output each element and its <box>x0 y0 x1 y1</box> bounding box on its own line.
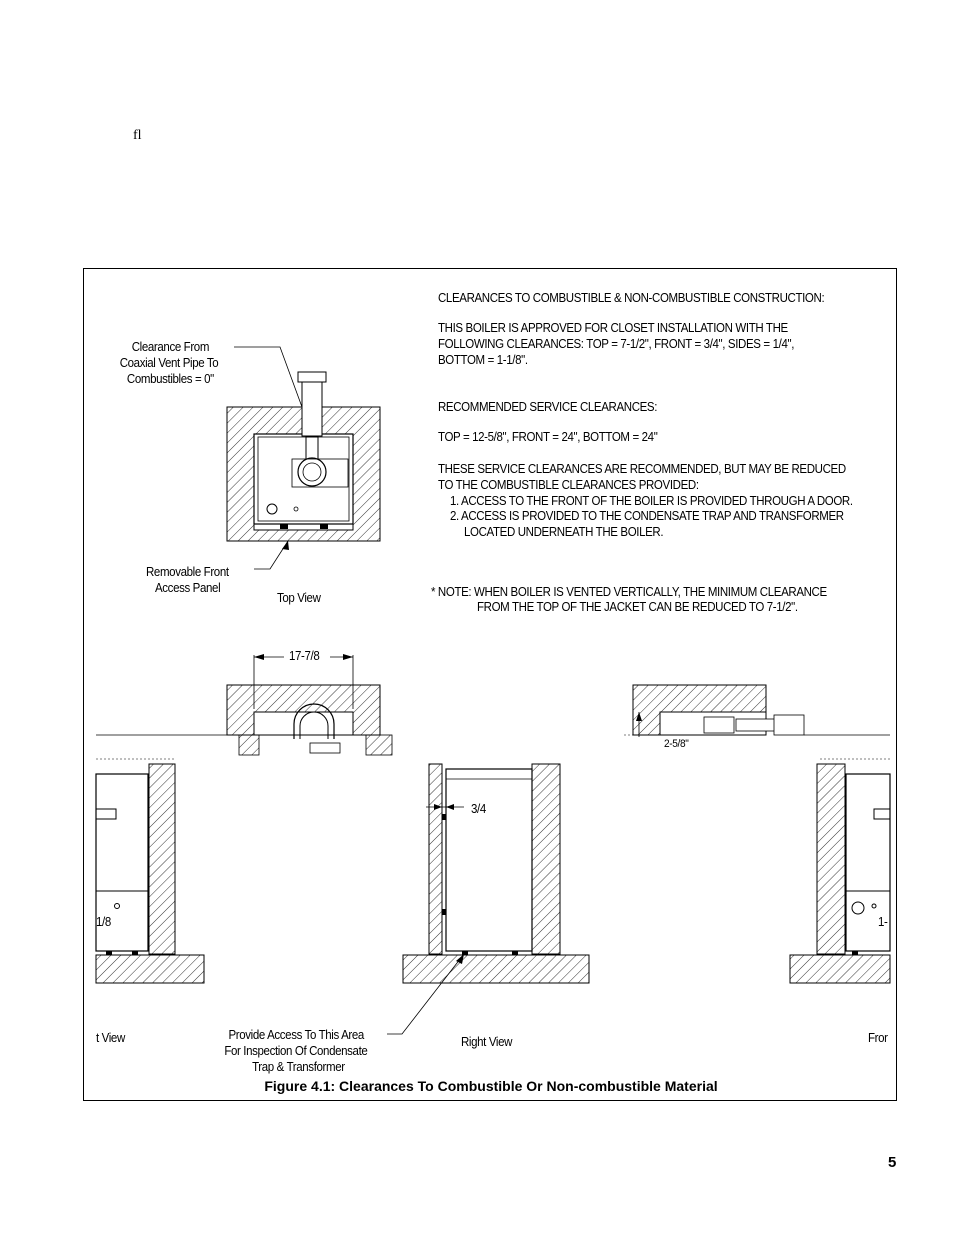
vent-clearance-label-3: Combustibles = 0" <box>126 372 214 386</box>
front-view-drawing <box>96 654 392 755</box>
front-view-right-drawing <box>790 759 890 983</box>
service-values: TOP = 12-5/8", FRONT = 24", BOTTOM = 24" <box>438 430 658 444</box>
item-2b: LOCATED UNDERNEATH THE BOILER. <box>464 525 664 539</box>
dim-2-5-8: 2-5/8" <box>664 738 689 750</box>
page-number: 5 <box>888 1154 897 1171</box>
vent-note-1: * NOTE: WHEN BOILER IS VENTED VERTICALLY, THE MINIMUM CLEARANCE <box>431 585 827 599</box>
figure-caption: Figure 4.1: Clearances To Combustible Or Non-combustible Material <box>264 1078 718 1094</box>
item-2: 2. ACCESS IS PROVIDED TO THE CONDENSATE TRAP AND TRANSFORMER <box>450 509 844 523</box>
access-label-2: For Inspection Of Condensate <box>224 1044 368 1058</box>
vent-note-2: FROM THE TOP OF THE JACKET CAN BE REDUCED TO 7-1/2". <box>477 600 798 614</box>
access-label-1: Provide Access To This Area <box>228 1028 364 1042</box>
front-panel-label-2: Access Panel <box>155 581 221 595</box>
dim-1-8-left: 1/8 <box>96 915 111 929</box>
right-view-label: Right View <box>461 1035 513 1049</box>
closet-line-3: BOTTOM = 1-1/8". <box>438 353 528 367</box>
reduce-line-2: TO THE COMBUSTIBLE CLEARANCES PROVIDED: <box>438 478 699 492</box>
access-label-3: Trap & Transformer <box>252 1060 345 1074</box>
front-panel-label-1: Removable Front <box>146 565 229 579</box>
service-heading: RECOMMENDED SERVICE CLEARANCES: <box>438 400 658 414</box>
left-view-label: t View <box>96 1031 125 1045</box>
side-vent-drawing <box>624 685 890 737</box>
dim-3-4: 3/4 <box>471 802 486 816</box>
vent-clearance-label-2: Coaxial Vent Pipe To <box>119 356 219 370</box>
notes-heading: CLEARANCES TO COMBUSTIBLE & NON-COMBUSTIBLE CONSTRUCTION: <box>438 291 825 305</box>
dim-17-7-8: 17-7/8 <box>289 649 320 663</box>
front-view-label: Fror <box>868 1031 888 1045</box>
clearance-drawing <box>84 269 898 1102</box>
stray-glyph: fl <box>133 128 142 143</box>
closet-line-2: FOLLOWING CLEARANCES: TOP = 7-1/2", FRONT = 3/4", SIDES = 1/4", <box>438 337 795 351</box>
top-view-label: Top View <box>277 591 321 605</box>
top-view-drawing <box>227 347 380 569</box>
vent-clearance-label-1: Clearance From <box>131 340 210 354</box>
closet-line-1: THIS BOILER IS APPROVED FOR CLOSET INSTALLATION WITH THE <box>438 321 788 335</box>
right-view-drawing <box>387 764 589 1034</box>
reduce-line-1: THESE SERVICE CLEARANCES ARE RECOMMENDED, BUT MAY BE REDUCED <box>438 462 846 476</box>
figure-clearances <box>83 268 897 1101</box>
left-view-drawing <box>96 759 204 983</box>
dim-1-right: 1- <box>878 915 888 929</box>
item-1: 1. ACCESS TO THE FRONT OF THE BOILER IS PROVIDED THROUGH A DOOR. <box>450 494 853 508</box>
